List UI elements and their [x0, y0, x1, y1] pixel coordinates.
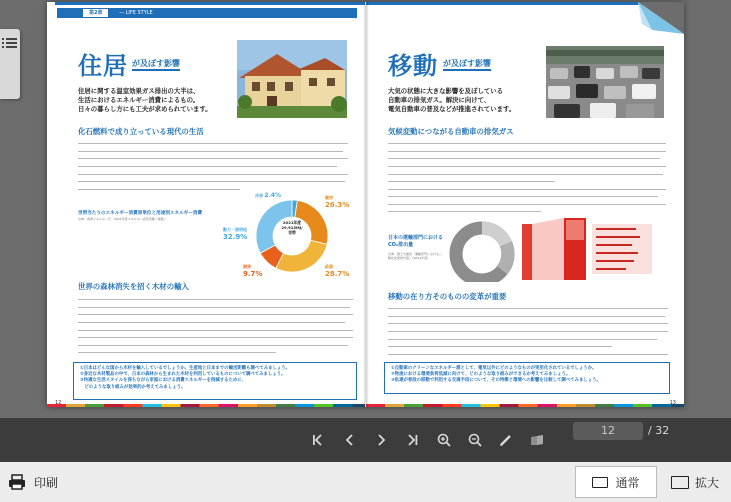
- section-heading-mobility: 移動の在り方そのものの変革が重要: [388, 292, 507, 301]
- body-text-2: [78, 295, 353, 357]
- transport-chart-title: 日本の運輸部門における CO₂排出量: [388, 235, 444, 248]
- printer-icon: [8, 474, 26, 490]
- book-spread: [47, 2, 684, 407]
- book-spine: [363, 2, 369, 407]
- questions-box-left: ①日本はどんな国から木材を輸入しているでしょうか。生産地と日本までの輸送距離も調べてみましょう。 ②身近な木材製品の中で、日本の森林から生まれた木材を利用しているものについて調べてみましょう。 ③快適な生活スタイルを保ちながら家庭における消費エネルギーを削減するために、 どのような取り組みが効果的か考えてみましょう。: [73, 362, 357, 400]
- normal-view-icon: [592, 477, 608, 488]
- normal-view-button[interactable]: [575, 466, 657, 498]
- body-text-4: [388, 304, 668, 358]
- color-strip-left: [47, 404, 365, 407]
- house-photo: [237, 40, 347, 118]
- section-heading-fossil: 化石燃料で成り立っている現代の生活: [78, 127, 204, 136]
- chapter-header: [57, 8, 357, 18]
- zoom-view-label: 拡大: [694, 475, 719, 490]
- donut-label-hotwater: 給湯 28.7%: [325, 264, 350, 278]
- chart-source: 出典：資源エネルギー庁「2021年度エネルギー需給実績（速報）」: [78, 217, 169, 221]
- zoom-in-icon[interactable]: [436, 432, 452, 448]
- chapter-tag: 第2章: [83, 9, 108, 17]
- menu-icon: [0, 29, 20, 99]
- book-view-icon[interactable]: [529, 432, 545, 448]
- page-number-right: 13: [669, 400, 676, 406]
- left-page: [47, 2, 365, 407]
- page-title: 住居: [78, 52, 128, 80]
- page-subtitle-right: が及ぼす影響: [443, 58, 491, 71]
- lead-text-right: 大気の状態に大きな影響を及ぼしている 自動車の排気ガス。解決に向けて、 電気自動車の普及などが推進されています。: [388, 87, 516, 113]
- chart-title: 世帯当たりのエネルギー消費原単位と用途別エネルギー消費: [78, 211, 203, 216]
- first-page-icon[interactable]: [310, 432, 326, 448]
- page-total: / 32: [648, 424, 670, 437]
- header-rule: [55, 2, 365, 5]
- transport-chart-source: 出典：国土交通省「運輸部門における二酸化炭素排出量」（2021年度）: [388, 252, 443, 260]
- zoom-out-icon[interactable]: [467, 432, 483, 448]
- donut-center-label: 2021年度 29,913MJ/ 世帯: [281, 220, 303, 236]
- color-strip-right: [366, 404, 684, 407]
- page-subtitle: が及ぼす影響: [132, 58, 180, 71]
- page-curl-icon[interactable]: [638, 2, 684, 34]
- lead-text: 住居に関する温室効果ガス排出の大半は、 生活におけるエネルギー消費によるもの。 日々の暮らし方にも工夫が求められています。: [78, 87, 212, 113]
- prev-page-icon[interactable]: [342, 432, 358, 448]
- pen-icon[interactable]: [498, 432, 514, 448]
- transport-co2-chart: [446, 214, 671, 282]
- body-text-1: [78, 139, 348, 194]
- next-page-icon[interactable]: [373, 432, 389, 448]
- page-number-left: 12: [55, 400, 62, 406]
- sidebar-toggle-button[interactable]: [0, 29, 20, 99]
- donut-label-power: 動力・照明他 32.9%: [223, 227, 248, 241]
- zoom-view-icon: [671, 476, 689, 489]
- last-page-icon[interactable]: [404, 432, 420, 448]
- normal-view-label: 通常: [615, 475, 640, 490]
- questions-box-right: ①自動車のクリーンなエネルギー源として、電気以外にどのようなものが実用化されているでしょうか。 ②物流における環境負荷低減に向けて、どのような取り組みができるか考えてみましょう。 ③私達が普段の移動で利用する交通手段について、その特徴と環境への影響を比較して調べてみましょう。: [384, 362, 670, 394]
- section-tag: — LIFE STYLE: [119, 10, 153, 16]
- traffic-photo: [546, 46, 664, 118]
- donut-slice: [276, 240, 327, 272]
- print-label: 印刷: [34, 475, 59, 490]
- body-text-3: [388, 139, 666, 219]
- page-title-right: 移動: [388, 52, 438, 80]
- donut-label-cooling: 冷房 2.4%: [255, 192, 282, 199]
- header-rule-right: [366, 2, 646, 5]
- page-number-input[interactable]: 12: [573, 422, 643, 440]
- print-button[interactable]: [8, 472, 58, 492]
- donut-label-heating: 暖房 26.3%: [325, 195, 350, 209]
- section-heading-emission: 気候変動につながる自動車の排気ガス: [388, 127, 514, 136]
- zoom-view-button[interactable]: [662, 466, 728, 498]
- section-heading-forest: 世界の森林消失を招く木材の輸入: [78, 282, 189, 291]
- right-page: [366, 2, 684, 407]
- donut-label-kitchen: 厨房 9.7%: [243, 264, 263, 278]
